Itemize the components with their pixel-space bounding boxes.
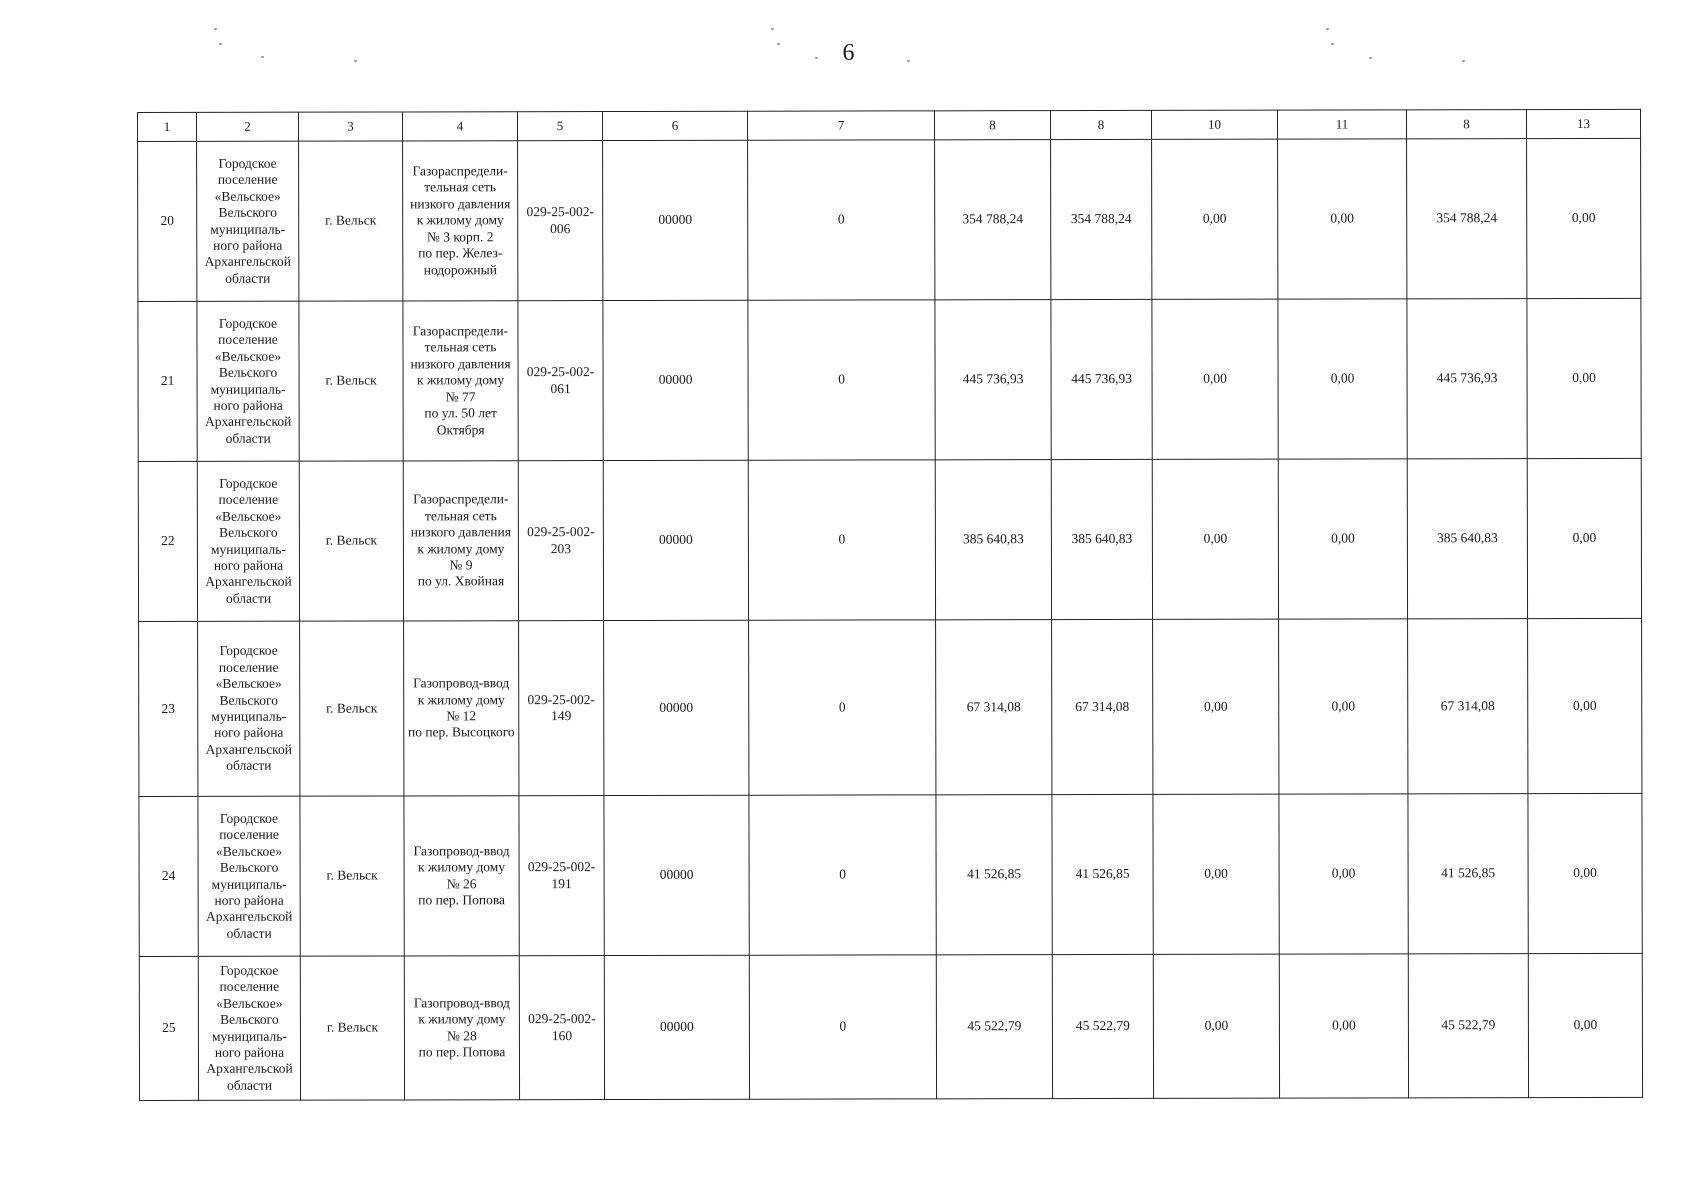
object-cell: Газораспредели- тельная сеть низкого давления к жилому дому № 3 корп. 2 по пер. Желез- нодорожный <box>403 141 518 301</box>
column-number: 11 <box>1277 110 1406 139</box>
value-cell: 0,00 <box>1153 954 1279 1098</box>
location-cell: г. Вельск <box>300 621 404 796</box>
row-number: 22 <box>138 461 197 621</box>
value-cell: 385 640,83 <box>935 460 1051 620</box>
code-cell: 029-25-002- 191 <box>519 796 604 956</box>
register-table <box>137 109 1643 1101</box>
owner-cell: Городское поселение «Вельское» Вельского муниципаль- ного района Архангельской области <box>198 956 300 1100</box>
value-cell: 0,00 <box>1278 139 1407 299</box>
scan-speck <box>354 60 357 62</box>
scan-speck <box>1326 28 1329 30</box>
value-cell: 41 526,85 <box>936 795 1052 955</box>
value-cell: 0,00 <box>1278 459 1407 619</box>
value-cell: 67 314,08 <box>936 620 1052 795</box>
page-number: 6 <box>842 40 855 66</box>
value-cell: 0,00 <box>1528 953 1642 1097</box>
col7-cell: 0 <box>748 460 935 620</box>
column-number: 13 <box>1526 109 1640 138</box>
column-number: 8 <box>1406 110 1526 139</box>
table-row <box>139 793 1642 956</box>
col7-cell: 0 <box>748 300 935 460</box>
scan-speck <box>907 60 910 62</box>
object-cell: Газопровод-ввод к жилому дому № 26 по пер. Попова <box>404 796 519 956</box>
value-cell: 67 314,08 <box>1408 619 1528 794</box>
location-cell: г. Вельск <box>300 796 404 956</box>
value-cell: 354 788,24 <box>1407 139 1527 299</box>
value-cell: 45 522,79 <box>936 955 1052 1099</box>
col6-cell: 00000 <box>603 140 748 300</box>
value-cell: 0,00 <box>1152 299 1278 459</box>
object-cell: Газораспредели- тельная сеть низкого давления к жилому дому № 77 по ул. 50 лет Октября <box>403 301 518 461</box>
row-number: 25 <box>139 956 198 1100</box>
object-cell: Газопровод-ввод к жилому дому № 12 по пер. Высоцкого <box>404 621 519 796</box>
value-cell: 0,00 <box>1153 794 1279 954</box>
column-number: 2 <box>197 112 299 141</box>
owner-cell: Городское поселение «Вельское» Вельского муниципаль- ного района Архангельской области <box>197 301 299 461</box>
table-row <box>138 458 1641 621</box>
location-cell: г. Вельск <box>299 141 403 301</box>
value-cell: 0,00 <box>1279 619 1408 794</box>
value-cell: 445 736,93 <box>1051 299 1152 459</box>
column-number-row <box>138 109 1641 141</box>
value-cell: 0,00 <box>1528 793 1642 953</box>
scan-speck <box>214 28 217 30</box>
table-row <box>139 953 1642 1100</box>
column-number: 5 <box>518 112 603 141</box>
code-cell: 029-25-002- 006 <box>518 141 603 301</box>
owner-cell: Городское поселение «Вельское» Вельского муниципаль- ного района Архангельской области <box>198 621 300 796</box>
col6-cell: 00000 <box>604 620 749 795</box>
scan-speck <box>815 57 818 59</box>
value-cell: 67 314,08 <box>1052 619 1153 794</box>
value-cell: 0,00 <box>1153 619 1279 794</box>
owner-cell: Городское поселение «Вельское» Вельского муниципаль- ного района Архангельской области <box>198 796 300 956</box>
value-cell: 45 522,79 <box>1408 954 1528 1098</box>
col7-cell: 0 <box>749 955 936 1099</box>
code-cell: 029-25-002- 203 <box>518 461 603 621</box>
code-cell: 029-25-002- 061 <box>518 301 603 461</box>
owner-cell: Городское поселение «Вельское» Вельского муниципаль- ного района Архангельской области <box>197 141 299 301</box>
column-number: 8 <box>934 111 1050 140</box>
col7-cell: 0 <box>749 620 936 795</box>
code-cell: 029-25-002- 160 <box>519 956 604 1100</box>
scan-speck <box>1331 43 1334 45</box>
object-cell: Газопровод-ввод к жилому дому № 28 по пер. Попова <box>404 956 519 1100</box>
value-cell: 0,00 <box>1528 618 1642 793</box>
value-cell: 445 736,93 <box>1407 299 1527 459</box>
row-number: 23 <box>139 621 198 796</box>
column-number: 8 <box>1050 110 1151 139</box>
col7-cell: 0 <box>748 140 935 300</box>
value-cell: 354 788,24 <box>1051 139 1152 299</box>
value-cell: 0,00 <box>1527 138 1641 298</box>
col6-cell: 00000 <box>603 460 748 620</box>
column-number: 10 <box>1151 110 1277 139</box>
column-number: 6 <box>603 111 748 140</box>
scan-speck <box>771 28 774 30</box>
location-cell: г. Вельск <box>300 956 404 1100</box>
row-number: 24 <box>139 796 198 956</box>
location-cell: г. Вельск <box>299 461 403 621</box>
object-cell: Газораспредели- тельная сеть низкого давления к жилому дому № 9 по ул. Хвойная <box>403 461 518 621</box>
value-cell: 0,00 <box>1152 139 1278 299</box>
scan-speck <box>1369 57 1372 59</box>
column-number: 7 <box>747 111 934 140</box>
table-row <box>138 298 1641 461</box>
value-cell: 385 640,83 <box>1051 459 1152 619</box>
scan-speck <box>261 56 264 58</box>
table-row <box>139 618 1642 796</box>
row-number: 20 <box>138 141 197 301</box>
column-number: 1 <box>138 112 197 141</box>
column-number: 4 <box>403 112 518 141</box>
value-cell: 354 788,24 <box>935 140 1051 300</box>
value-cell: 0,00 <box>1278 299 1407 459</box>
owner-cell: Городское поселение «Вельское» Вельского муниципаль- ного района Архангельской области <box>197 461 299 621</box>
value-cell: 41 526,85 <box>1408 794 1528 954</box>
row-number: 21 <box>138 301 197 461</box>
value-cell: 445 736,93 <box>935 300 1051 460</box>
scan-speck <box>777 43 780 45</box>
scan-speck <box>219 43 222 45</box>
col6-cell: 00000 <box>603 300 748 460</box>
value-cell: 0,00 <box>1279 954 1408 1098</box>
value-cell: 45 522,79 <box>1052 954 1153 1098</box>
col7-cell: 0 <box>749 795 936 955</box>
table-row <box>138 138 1641 301</box>
value-cell: 0,00 <box>1152 459 1278 619</box>
value-cell: 385 640,83 <box>1407 459 1527 619</box>
value-cell: 0,00 <box>1527 298 1641 458</box>
location-cell: г. Вельск <box>299 301 403 461</box>
value-cell: 0,00 <box>1527 458 1641 618</box>
col6-cell: 00000 <box>604 955 749 1099</box>
column-number: 3 <box>299 112 403 141</box>
code-cell: 029-25-002- 149 <box>519 621 604 796</box>
col6-cell: 00000 <box>604 795 749 955</box>
value-cell: 0,00 <box>1279 794 1408 954</box>
value-cell: 41 526,85 <box>1052 794 1153 954</box>
scan-speck <box>1462 60 1465 62</box>
